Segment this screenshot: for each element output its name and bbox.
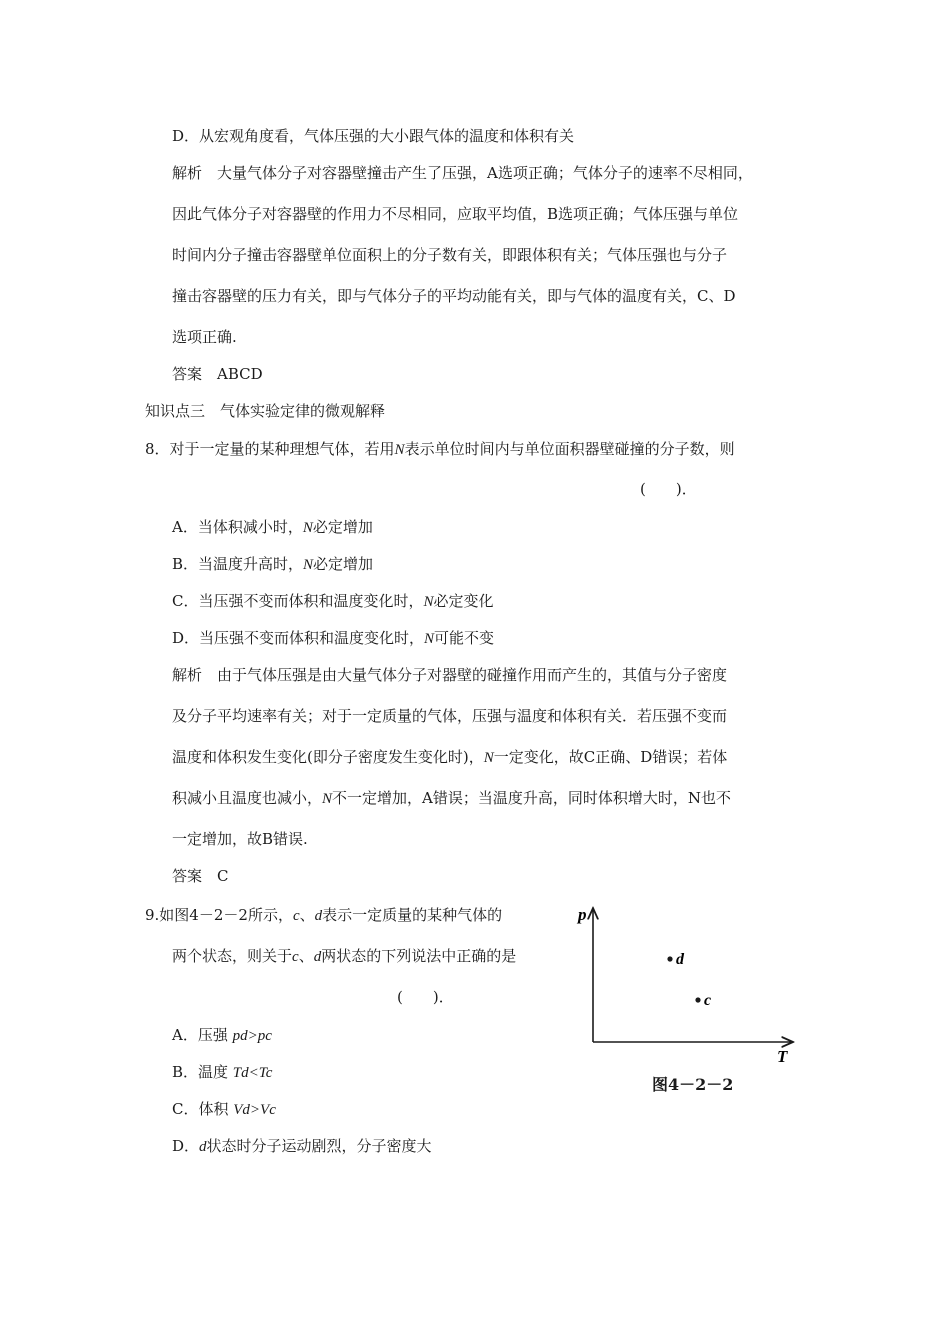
point-d-label: d bbox=[676, 951, 684, 968]
q7-analysis-line-4: 撞击容器壁的压力有关，即与气体分子的平均动能有关，即与气体的温度有关，C、D bbox=[172, 287, 736, 305]
q8-analysis-line-4: 积减小且温度也减小，N不一定增加，A错误；当温度升高，同时体积增大时，N也不 bbox=[172, 789, 731, 807]
section-title: 知识点三 气体实验定律的微观解释 bbox=[145, 402, 386, 420]
q9-option-b: B．温度 Td<Tc bbox=[172, 1063, 273, 1081]
x-axis-label: T bbox=[777, 1047, 788, 1066]
q8-analysis-line-1: 解析 由于气体压强是由大量气体分子对器壁的碰撞作用而产生的，其值与分子密度 bbox=[172, 666, 728, 684]
q8-option-c: C．当压强不变而体积和温度变化时，N必定变化 bbox=[172, 592, 494, 610]
q8-option-d: D．当压强不变而体积和温度变化时，N可能不变 bbox=[172, 629, 495, 647]
q8-answer: 答案 C bbox=[172, 867, 229, 885]
pt-diagram bbox=[575, 900, 815, 1100]
q9-stem-line-2: 两个状态，则关于c、d两状态的下列说法中正确的是 bbox=[172, 947, 517, 965]
q7-answer: 答案 ABCD bbox=[172, 365, 263, 383]
figure-caption: 图4－2－2 bbox=[652, 1075, 734, 1094]
point-c-label: c bbox=[704, 992, 712, 1009]
q7-analysis-line-2: 因此气体分子对容器壁的作用力不尽相同，应取平均值，B选项正确；气体压强与单位 bbox=[172, 205, 739, 223]
q7-analysis-line-1: 解析 大量气体分子对容器壁撞击产生了压强，A选项正确；气体分子的速率不尽相同， bbox=[172, 164, 753, 182]
q8-analysis-line-3: 温度和体积发生变化(即分子密度发生变化时)，N一定变化，故C正确、D错误；若体 bbox=[172, 748, 728, 766]
q8-answer-blank: ( )． bbox=[640, 480, 697, 498]
y-axis-label: p bbox=[578, 905, 587, 924]
q9-option-d: D．d状态时分子运动剧烈，分子密度大 bbox=[172, 1137, 432, 1155]
q8-option-a: A．当体积减小时，N必定增加 bbox=[172, 518, 373, 536]
q7-analysis-line-3: 时间内分子撞击容器壁单位面积上的分子数有关，即跟体积有关；气体压强也与分子 bbox=[172, 246, 728, 264]
q7-analysis-line-5: 选项正确. bbox=[172, 328, 237, 346]
point-c bbox=[695, 997, 700, 1002]
q9-stem-line-1: 9.如图4－2－2所示，c、d表示一定质量的某种气体的 bbox=[145, 906, 503, 924]
q8-analysis-line-2: 及分子平均速率有关；对于一定质量的气体，压强与温度和体积有关．若压强不变而 bbox=[172, 707, 728, 725]
point-d bbox=[667, 956, 672, 961]
q9-answer-blank: ( )． bbox=[397, 988, 454, 1006]
q8-stem: 8．对于一定量的某种理想气体，若用N表示单位时间内与单位面积器壁碰撞的分子数，则 bbox=[145, 440, 735, 458]
q8-option-b: B．当温度升高时，N必定增加 bbox=[172, 555, 374, 573]
q8-analysis-line-5: 一定增加，故B错误. bbox=[172, 830, 308, 848]
q9-option-c: C．体积 Vd>Vc bbox=[172, 1100, 276, 1118]
q7-option-d: D．从宏观角度看，气体压强的大小跟气体的温度和体积有关 bbox=[172, 127, 575, 145]
q9-option-a: A．压强 pd>pc bbox=[172, 1026, 272, 1044]
